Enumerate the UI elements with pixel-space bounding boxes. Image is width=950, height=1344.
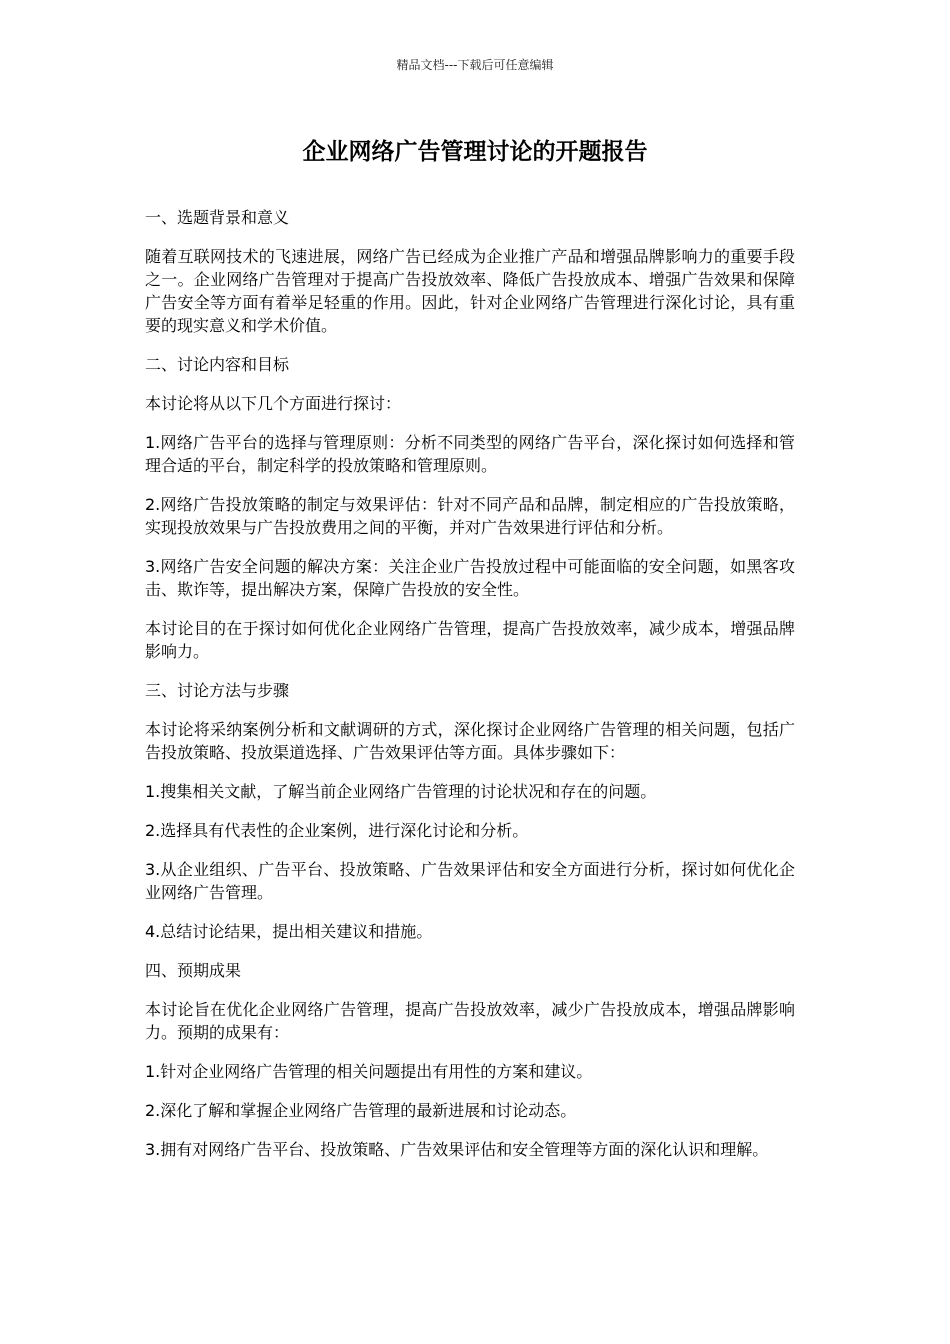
paragraph: 本讨论旨在优化企业网络广告管理，提高广告投放效率，减少广告投放成本，增强品牌影响力。预期的成果有： xyxy=(145,1000,795,1042)
list-item: 3.拥有对网络广告平台、投放策略、广告效果评估和安全管理等方面的深化认识和理解。 xyxy=(145,1140,769,1159)
list-item: 2.深化了解和掌握企业网络广告管理的最新进展和讨论动态。 xyxy=(145,1101,577,1120)
section-heading: 二、讨论内容和目标 xyxy=(145,355,290,374)
paragraph: 本讨论将采纳案例分析和文献调研的方式，深化探讨企业网络广告管理的相关问题，包括广告投放策略、投放渠道选择、广告效果评估等方面。具体步骤如下： xyxy=(145,720,795,762)
list-item: 2.网络广告投放策略的制定与效果评估：针对不同产品和品牌，制定相应的广告投放策略，实现投放效果与广告投放费用之间的平衡，并对广告效果进行评估和分析。 xyxy=(145,495,795,537)
document-title: 企业网络广告管理讨论的开题报告 xyxy=(302,139,648,165)
list-item: 3.从企业组织、广告平台、投放策略、广告效果评估和安全方面进行分析，探讨如何优化企业网络广告管理。 xyxy=(145,860,795,902)
paragraph: 本讨论目的在于探讨如何优化企业网络广告管理，提高广告投放效率，减少成本，增强品牌影响力。 xyxy=(145,619,795,661)
paragraph: 随着互联网技术的飞速进展，网络广告已经成为企业推广产品和增强品牌影响力的重要手段之一。企业网络广告管理对于提高广告投放效率、降低广告投放成本、增强广告效果和保障广告安全等方面有着举足轻重的作用。因此，针对企业网络广告管理进行深化讨论，具有重要的现实意义和学术价值。 xyxy=(145,247,795,335)
section-heading: 四、预期成果 xyxy=(145,961,242,980)
list-item: 1.搜集相关文献，了解当前企业网络广告管理的讨论状况和存在的问题。 xyxy=(145,782,657,801)
page-header-note: 精品文档---下载后可任意编辑 xyxy=(396,58,554,72)
document-body xyxy=(145,206,795,1177)
list-item: 1.网络广告平台的选择与管理原则：分析不同类型的网络广告平台，深化探讨如何选择和管理合适的平台，制定科学的投放策略和管理原则。 xyxy=(145,433,795,475)
list-item: 2.选择具有代表性的企业案例，进行深化讨论和分析。 xyxy=(145,821,529,840)
list-item: 4.总结讨论结果，提出相关建议和措施。 xyxy=(145,922,433,941)
list-item: 3.网络广告安全问题的解决方案：关注企业广告投放过程中可能面临的安全问题，如黑客攻击、欺诈等，提出解决方案，保障广告投放的安全性。 xyxy=(145,557,795,599)
list-item: 1.针对企业网络广告管理的相关问题提出有用性的方案和建议。 xyxy=(145,1062,593,1081)
section-heading: 三、讨论方法与步骤 xyxy=(145,681,290,700)
paragraph: 本讨论将从以下几个方面进行探讨： xyxy=(145,394,402,413)
section-heading: 一、选题背景和意义 xyxy=(145,208,290,227)
